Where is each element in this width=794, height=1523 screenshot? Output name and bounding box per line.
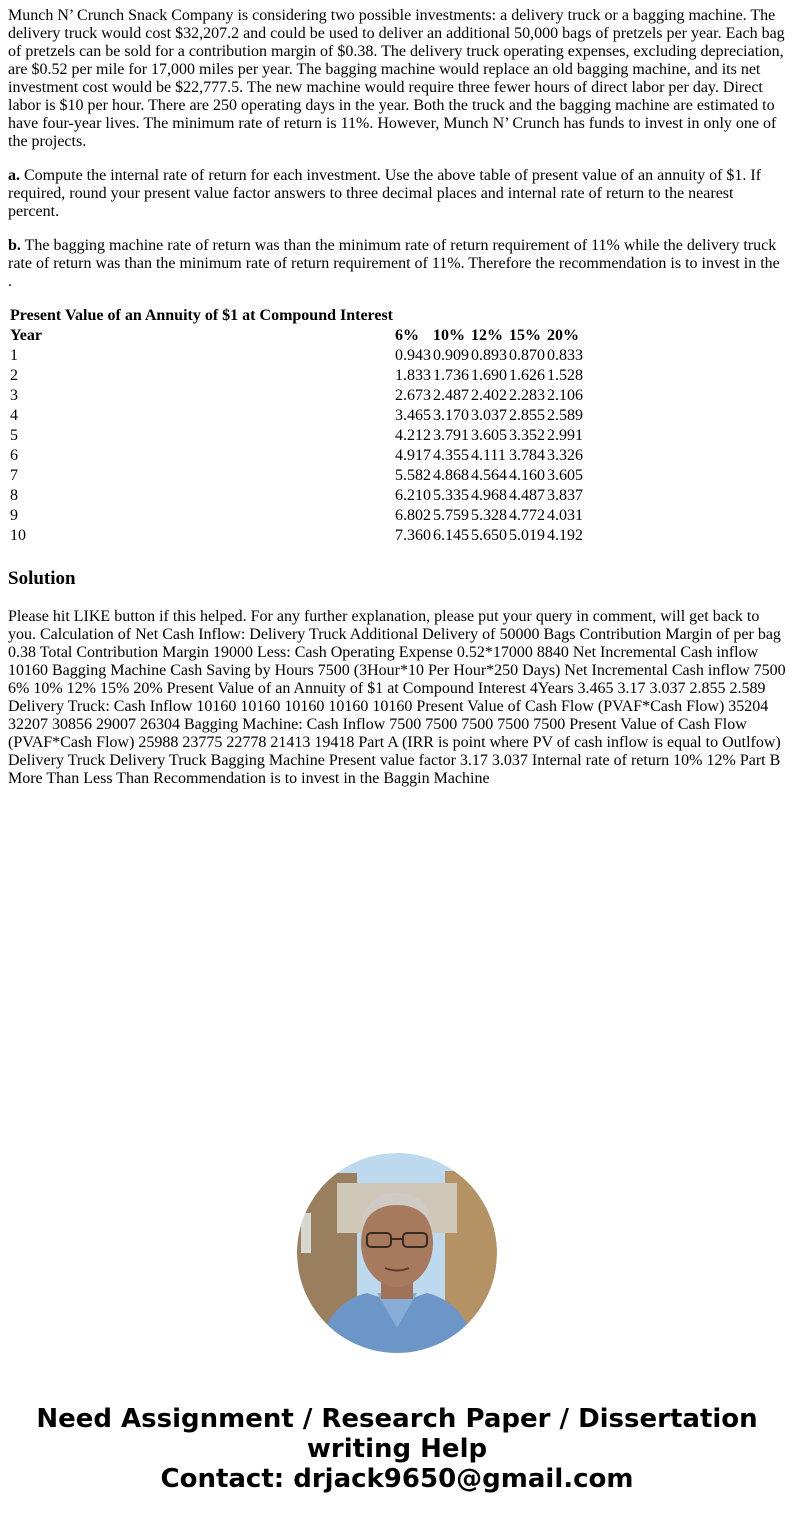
table-cell-year: 10 xyxy=(10,527,26,544)
table-cell-6pct: 5.582 xyxy=(395,467,431,484)
table-cell-15pct: 4.487 xyxy=(509,487,545,504)
table-cell-12pct: 2.402 xyxy=(471,387,507,404)
table-cell-20pct: 2.589 xyxy=(547,407,583,424)
question-part-b xyxy=(8,237,786,291)
table-row xyxy=(10,387,583,405)
table-title-row xyxy=(10,307,583,325)
table-cell-12pct: 4.111 xyxy=(471,447,506,464)
table-cell-12pct: 4.564 xyxy=(471,467,507,484)
table-row xyxy=(10,347,583,365)
header-10pct: 10% xyxy=(433,327,465,344)
table-row xyxy=(10,427,583,445)
table-cell-20pct: 3.837 xyxy=(547,487,583,504)
table-cell-20pct: 1.528 xyxy=(547,367,583,384)
author-avatar xyxy=(297,1153,497,1353)
table-cell-12pct: 5.650 xyxy=(471,527,507,544)
table-cell-year: 5 xyxy=(10,427,18,444)
table-row xyxy=(10,447,583,465)
table-cell-12pct: 0.893 xyxy=(471,347,507,364)
table-cell-15pct: 0.870 xyxy=(509,347,545,364)
footer-contact: Contact: drjack9650@gmail.com xyxy=(160,1464,634,1494)
table-row xyxy=(10,507,583,525)
table-cell-6pct: 0.943 xyxy=(395,347,431,364)
table-row xyxy=(10,467,583,485)
table-cell-12pct: 3.605 xyxy=(471,427,507,444)
table-cell-year: 7 xyxy=(10,467,18,484)
footer-line-2: writing Help xyxy=(306,1434,488,1464)
part-a-text: Compute the internal rate of return for each investment. Use the above table of present value of an annuity of $1. If required, round your present value factor answers to three decimal places and internal rate of return to the nearest percent. xyxy=(8,167,762,220)
table-cell-15pct: 4.772 xyxy=(509,507,545,524)
table-cell-year: 4 xyxy=(10,407,18,424)
table-cell-10pct: 4.355 xyxy=(433,447,469,464)
table-cell-6pct: 6.802 xyxy=(395,507,431,524)
table-cell-10pct: 5.759 xyxy=(433,507,469,524)
table-cell-20pct: 3.605 xyxy=(547,467,583,484)
solution-body: Please hit LIKE button if this helped. For any further explanation, please put your query in comment, will get back to you. Calculation of Net Cash Inflow: Delivery Truck Additional Delivery of 50000 Bags Contribution Margin of per bag 0.38 Total Contribution Margin 19000 Less: Cash Operating Expense 0.52*17000 8840 Net Incremental Cash inflow 10160 Bagging Machine Cash Saving by Hours 7500 (3Hour*10 Per Hour*250 Days) Net Incremental Cash inflow 7500 6% 10% 12% 15% 20% Present Value of an Annuity of $1 at Compound Interest 4Years 3.465 3.17 3.037 2.855 2.589 Delivery Truck: Cash Inflow 10160 10160 10160 10160 10160 Present Value of Cash Flow (PVAF*Cash Flow) 35204 32207 30856 29007 26304 Bagging Machine: Cash Inflow 7500 7500 7500 7500 7500 Present Value of Cash Flow (PVAF*Cash Flow) 25988 23775 22778 21413 19418 Part A (IRR is point where PV of cash inflow is equal to Outlfow) Delivery Truck Delivery Truck Bagging Machine Present value factor 3.17 3.037 Internal rate of return 10% 12% Part B More Than Less Than Recommendation is to invest in the Baggin Machine xyxy=(8,608,786,787)
table-row xyxy=(10,527,583,545)
header-year: Year xyxy=(10,327,42,344)
table-cell-year: 1 xyxy=(10,347,18,364)
table-cell-6pct: 3.465 xyxy=(395,407,431,424)
table-cell-15pct: 5.019 xyxy=(509,527,545,544)
table-cell-15pct: 1.626 xyxy=(509,367,545,384)
table-cell-15pct: 3.352 xyxy=(509,427,545,444)
table-cell-10pct: 3.791 xyxy=(433,427,469,444)
table-header-row xyxy=(10,327,583,345)
question-intro: Munch N’ Crunch Snack Company is considering two possible investments: a delivery truck or a bagging machine. The delivery truck would cost $32,207.2 and could be used to deliver an additional 50,000 bags of pretzels per year. Each bag of pretzels can be sold for a contribution margin of $0.38. The delivery truck operating expenses, excluding depreciation, are $0.52 per mile for 17,000 miles per year. The bagging machine would replace an old bagging machine, and its net investment cost would be $22,777.5. The new machine would require three fewer hours of direct labor per day. Direct labor is $10 per hour. There are 250 operating days in the year. Both the truck and the bagging machine are estimated to have four-year lives. The minimum rate of return is 11%. However, Munch N’ Crunch has funds to invest in only one of the projects. xyxy=(8,7,785,150)
table-cell-6pct: 1.833 xyxy=(395,367,431,384)
table-title: Present Value of an Annuity of $1 at Compound Interest xyxy=(10,307,394,324)
annuity-table xyxy=(8,305,585,547)
header-6pct: 6% xyxy=(395,327,419,344)
header-15pct: 15% xyxy=(509,327,541,344)
part-b-text: The bagging machine rate of return was than the minimum rate of return requirement of 11% while the delivery truck rate of return was than the minimum rate of return requirement of 11%. Therefore the recommendation is to invest in the . xyxy=(8,237,780,290)
table-row xyxy=(10,487,583,505)
part-a-label: a. xyxy=(8,167,20,184)
author-photo-icon xyxy=(297,1153,497,1353)
table-cell-12pct: 3.037 xyxy=(471,407,507,424)
table-cell-20pct: 2.991 xyxy=(547,427,583,444)
table-cell-year: 6 xyxy=(10,447,18,464)
table-cell-20pct: 4.192 xyxy=(547,527,583,544)
footer-line-1: Need Assignment / Research Paper / Dissertation xyxy=(36,1404,758,1434)
table-cell-10pct: 6.145 xyxy=(433,527,469,544)
table-cell-10pct: 2.487 xyxy=(433,387,469,404)
table-cell-10pct: 0.909 xyxy=(433,347,469,364)
table-cell-year: 8 xyxy=(10,487,18,504)
table-cell-year: 2 xyxy=(10,367,18,384)
solution-heading: Solution xyxy=(8,568,76,589)
table-cell-12pct: 1.690 xyxy=(471,367,507,384)
table-row xyxy=(10,407,583,425)
table-cell-year: 3 xyxy=(10,387,18,404)
table-cell-6pct: 4.917 xyxy=(395,447,431,464)
table-cell-15pct: 2.855 xyxy=(509,407,545,424)
table-row xyxy=(10,367,583,385)
table-cell-12pct: 5.328 xyxy=(471,507,507,524)
table-cell-10pct: 5.335 xyxy=(433,487,469,504)
question-part-a xyxy=(8,167,786,221)
table-cell-10pct: 3.170 xyxy=(433,407,469,424)
table-cell-10pct: 1.736 xyxy=(433,367,469,384)
table-cell-20pct: 2.106 xyxy=(547,387,583,404)
table-cell-15pct: 3.784 xyxy=(509,447,545,464)
table-cell-year: 9 xyxy=(10,507,18,524)
table-cell-20pct: 0.833 xyxy=(547,347,583,364)
header-20pct: 20% xyxy=(547,327,579,344)
table-cell-15pct: 4.160 xyxy=(509,467,545,484)
table-cell-6pct: 4.212 xyxy=(395,427,431,444)
table-cell-20pct: 4.031 xyxy=(547,507,583,524)
table-cell-10pct: 4.868 xyxy=(433,467,469,484)
table-cell-6pct: 7.360 xyxy=(395,527,431,544)
table-cell-20pct: 3.326 xyxy=(547,447,583,464)
table-cell-15pct: 2.283 xyxy=(509,387,545,404)
table-cell-6pct: 6.210 xyxy=(395,487,431,504)
table-cell-6pct: 2.673 xyxy=(395,387,431,404)
footer-banner xyxy=(0,1404,794,1494)
part-b-label: b. xyxy=(8,237,21,254)
header-12pct: 12% xyxy=(471,327,503,344)
table-cell-12pct: 4.968 xyxy=(471,487,507,504)
